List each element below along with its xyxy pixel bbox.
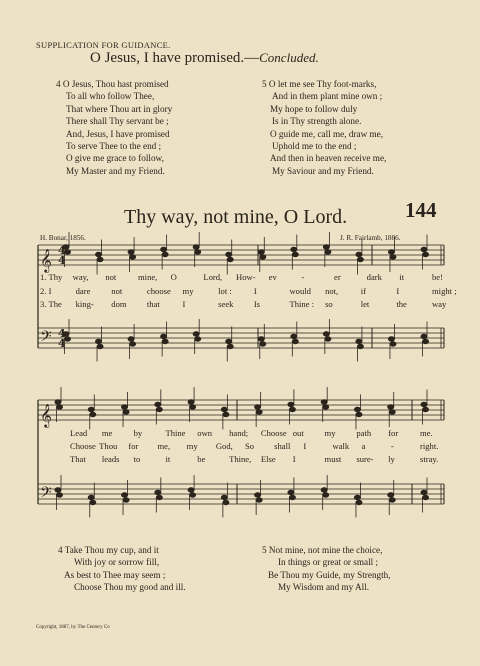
note-head	[122, 493, 128, 497]
note-head	[323, 405, 329, 409]
lyric-syllable: walk	[332, 441, 350, 451]
note-head	[291, 247, 297, 251]
previous-hymn-title: O Jesus, I have promised.—Concluded.	[90, 50, 319, 66]
lyric-syllable: it	[399, 272, 405, 282]
note-head	[291, 334, 297, 338]
note-head	[57, 493, 63, 497]
note-head	[97, 344, 103, 348]
verse-line: My Wisdom and my All.	[278, 582, 370, 593]
lyric-syllable: a	[361, 441, 366, 451]
note-head	[356, 252, 362, 256]
verse-line: As best to Thee may seem ;	[64, 569, 166, 580]
lyric-syllable: I	[253, 286, 257, 296]
lyric-syllable: my	[324, 428, 336, 438]
note-head	[161, 334, 167, 338]
verse-line: My hope to follow duly	[270, 103, 358, 114]
verse-5	[262, 544, 391, 594]
lyric-syllable: stray.	[420, 454, 439, 464]
lyric-syllable: for	[128, 441, 139, 451]
lyric-syllable: if	[360, 286, 366, 296]
hymn-author: H. Bonar, 1856.	[40, 234, 86, 242]
lyric-syllable: leads	[101, 454, 120, 464]
note-head	[325, 250, 331, 254]
lyric-syllable: I	[182, 299, 186, 309]
lyric-syllable: lot :	[218, 286, 232, 296]
note-head	[128, 337, 134, 341]
note-head	[226, 339, 232, 343]
lyric-syllable: for	[388, 428, 399, 438]
note-head	[97, 257, 103, 261]
note-head	[390, 342, 396, 346]
verse-line: My Master and my Friend.	[66, 165, 165, 176]
note-head	[421, 490, 427, 494]
note-head	[88, 407, 94, 411]
time-signature: 4	[58, 327, 66, 340]
verse-line: And in them plant mine own ;	[272, 91, 383, 102]
lyric-syllable: my	[186, 441, 198, 451]
note-head	[55, 488, 61, 492]
lyric-syllable: way,	[72, 272, 89, 282]
lyric-syllable: I	[396, 286, 400, 296]
lyric-syllable: hand;	[229, 428, 249, 438]
note-head	[130, 255, 136, 259]
lyric-syllable: king-	[75, 299, 94, 309]
lyric-syllable: seek	[218, 299, 234, 309]
note-head	[90, 500, 96, 504]
lyric-syllable: -	[301, 272, 305, 282]
verse-line: Be Thou my Guide, my Strength,	[268, 569, 391, 580]
note-head	[258, 250, 264, 254]
verse-line: There shall Thy servant be ;	[66, 116, 169, 127]
note-head	[255, 405, 261, 409]
lyric-syllable: the	[396, 299, 407, 309]
lyric-syllable: path	[356, 428, 372, 438]
time-signature: 4	[58, 244, 66, 257]
note-head	[289, 495, 295, 499]
lyric-syllable: -	[390, 441, 394, 451]
note-head	[389, 410, 395, 414]
lyric-syllable: be	[197, 454, 206, 464]
note-head	[423, 495, 429, 499]
note-head	[193, 332, 199, 336]
lyric-syllable: would	[289, 286, 311, 296]
lyric-syllable: dark	[366, 272, 382, 282]
note-head	[96, 252, 102, 256]
clef-icon: 𝄢	[40, 328, 52, 349]
note-head	[190, 493, 196, 497]
lyric-syllable: to	[133, 454, 141, 464]
note-head	[288, 490, 294, 494]
note-head	[223, 500, 229, 504]
note-head	[354, 407, 360, 411]
note-head	[227, 257, 233, 261]
verse-line: 4 Take Thou my cup, and it	[58, 545, 159, 555]
verse-line: In things or great or small ;	[278, 557, 379, 568]
note-head	[354, 495, 360, 499]
lyric-syllable: dare	[75, 286, 91, 296]
note-head	[256, 410, 262, 414]
note-head	[260, 342, 266, 346]
note-head	[356, 412, 362, 416]
lyric-syllable: I	[292, 454, 296, 464]
lyric-syllable: sure-	[356, 454, 374, 464]
section-heading: SUPPLICATION FOR GUIDANCE.	[36, 40, 171, 50]
note-head	[357, 257, 363, 261]
verse-line: O guide me, call me, draw me,	[270, 128, 384, 139]
note-head	[128, 250, 134, 254]
note-head	[155, 402, 161, 406]
time-signature: 4	[58, 337, 66, 350]
note-head	[156, 495, 162, 499]
note-head	[356, 500, 362, 504]
note-head	[357, 344, 363, 348]
lyric-syllable: choose	[146, 286, 171, 296]
lyric-syllable: might ;	[432, 286, 457, 296]
lyric-syllable: that	[146, 299, 160, 309]
lyric-syllable: O	[170, 272, 177, 282]
lyric-syllable: shall	[274, 441, 291, 451]
note-head	[289, 407, 295, 411]
lyric-syllable: own	[197, 428, 213, 438]
verse-line: 5 O let me see Thy foot-marks,	[262, 79, 377, 89]
note-head	[390, 255, 396, 259]
lyric-syllable: Is	[253, 299, 261, 309]
note-head	[389, 498, 395, 502]
note-head	[155, 490, 161, 494]
verse-line: My Saviour and my Friend.	[272, 165, 374, 176]
lyric-syllable: Lead	[70, 428, 88, 438]
lyric-syllable: way	[432, 299, 447, 309]
note-head	[260, 255, 266, 259]
lyric-syllable: be!	[432, 272, 443, 282]
lyric-syllable: me	[101, 428, 113, 438]
note-head	[193, 245, 199, 249]
note-head	[388, 250, 394, 254]
lyric-syllable: by	[133, 428, 143, 438]
lyric-syllable: Thine :	[289, 299, 315, 309]
note-head	[292, 252, 298, 256]
lyric-syllable: I	[303, 441, 307, 451]
note-head	[323, 332, 329, 336]
lyric-syllable: Choose	[70, 441, 96, 451]
lyric-syllable: ev	[268, 272, 277, 282]
note-head	[258, 337, 264, 341]
lyric-syllable: How-	[236, 272, 256, 282]
note-head	[221, 495, 227, 499]
note-head	[162, 339, 168, 343]
note-head	[325, 337, 331, 341]
hymn-title: Thy way, not mine, O Lord.	[124, 206, 348, 228]
lyric-syllable: me,	[157, 441, 171, 451]
note-head	[96, 339, 102, 343]
note-head	[356, 339, 362, 343]
verse-line: And, Jesus, I have promised	[66, 128, 170, 139]
note-head	[130, 342, 136, 346]
note-head	[388, 405, 394, 409]
verse-line: Uphold me to the end ;	[272, 141, 357, 152]
lyric-syllable: 3. The	[40, 299, 62, 309]
note-head	[256, 498, 262, 502]
lyric-syllable: out	[292, 428, 304, 438]
note-head	[323, 493, 329, 497]
hymn-composer: J. R. Fairlamb, 1886.	[340, 234, 401, 242]
lyric-syllable: mine,	[138, 272, 158, 282]
verse-line: Is in Thy strength alone.	[272, 116, 362, 127]
note-head	[195, 337, 201, 341]
note-head	[323, 245, 329, 249]
lyric-syllable: 1. Thy	[40, 272, 63, 282]
verse-line: That where Thou art in glory	[66, 103, 173, 114]
note-head	[57, 405, 63, 409]
note-head	[292, 339, 298, 343]
clef-icon: 𝄞	[40, 403, 52, 427]
lyric-syllable: Thine,	[229, 454, 252, 464]
lyric-syllable: so	[325, 299, 333, 309]
lyric-syllable: it	[165, 454, 171, 464]
note-head	[162, 252, 168, 256]
lyric-syllable: Thou	[99, 441, 118, 451]
note-head	[288, 402, 294, 406]
note-head	[321, 400, 327, 404]
note-head	[190, 405, 196, 409]
clef-icon: 𝄞	[40, 248, 52, 272]
note-head	[123, 410, 129, 414]
lyric-syllable: er	[334, 272, 341, 282]
note-head	[423, 339, 429, 343]
lyric-syllable: right.	[420, 441, 439, 451]
note-head	[161, 247, 167, 251]
note-head	[90, 412, 96, 416]
note-head	[123, 498, 129, 502]
lyric-syllable: not	[105, 272, 117, 282]
note-head	[421, 247, 427, 251]
note-head	[156, 407, 162, 411]
lyric-syllable: dom	[111, 299, 127, 309]
note-head	[227, 344, 233, 348]
note-head	[88, 495, 94, 499]
verse-line: Choose Thou my good and ill.	[74, 582, 186, 593]
lyric-syllable: ly	[388, 454, 395, 464]
note-head	[421, 334, 427, 338]
note-head	[388, 337, 394, 341]
note-head	[221, 407, 227, 411]
note-head	[195, 250, 201, 254]
lyric-syllable: my	[182, 286, 194, 296]
lyric-syllable: That	[70, 454, 86, 464]
note-head	[255, 493, 261, 497]
lyric-syllable: God,	[215, 441, 233, 451]
note-head	[321, 488, 327, 492]
hymn-number: 144	[405, 198, 437, 222]
note-head	[226, 252, 232, 256]
note-head	[223, 412, 229, 416]
note-head	[423, 252, 429, 256]
verse-line: To all who follow Thee,	[66, 91, 155, 102]
lyric-syllable: me.	[420, 428, 433, 438]
copyright-notice: Copyright, 1887, by The Century Co	[36, 625, 110, 630]
note-head	[55, 400, 61, 404]
note-head	[122, 405, 128, 409]
lyric-syllable: let	[360, 299, 370, 309]
verse-line: 4 O Jesus, Thou hast promised	[56, 79, 169, 89]
note-head	[421, 402, 427, 406]
lyric-syllable: Else	[260, 454, 276, 464]
note-head	[388, 493, 394, 497]
lyric-syllable: Choose	[260, 428, 287, 438]
verse-4	[58, 544, 186, 594]
lyric-syllable: not	[111, 286, 123, 296]
lyric-syllable: So	[245, 441, 255, 451]
verse-line: With joy or sorrow fill,	[74, 557, 160, 568]
lyric-syllable: 2. I	[40, 286, 52, 296]
verse-line: And then in heaven receive me,	[270, 153, 387, 164]
verse-line: 5 Not mine, not mine the choice,	[262, 545, 383, 555]
time-signature: 4	[58, 254, 66, 267]
note-head	[188, 488, 194, 492]
lyric-syllable: Lord,	[203, 272, 223, 282]
note-head	[188, 400, 194, 404]
clef-icon: 𝄢	[40, 484, 52, 505]
lyric-syllable: not,	[325, 286, 339, 296]
lyric-syllable: must	[324, 454, 342, 464]
verse-line: O give me grace to follow,	[66, 153, 164, 164]
lyric-syllable: Thine	[165, 428, 186, 438]
verse-line: To serve Thee to the end ;	[66, 141, 162, 152]
note-head	[423, 407, 429, 411]
